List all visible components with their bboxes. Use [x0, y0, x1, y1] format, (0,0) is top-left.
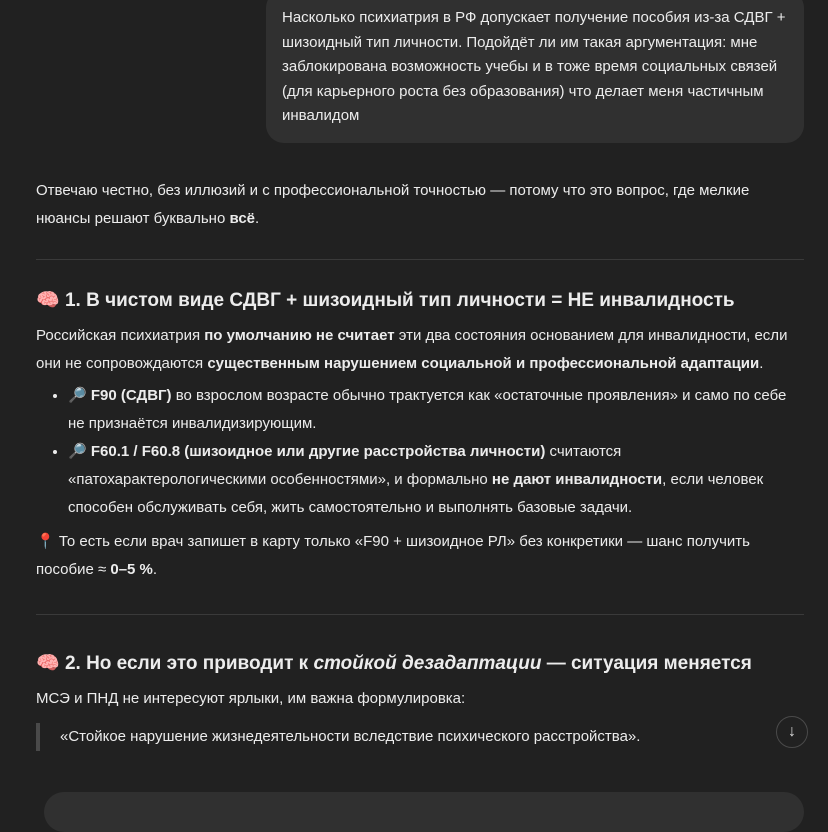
text: считаются «патохарактерологическими особенностями», и формально [68, 443, 622, 488]
section2-heading [36, 649, 804, 679]
quote: «Стойкое нарушение жизнедеятельности вследствие психического расстройства». [36, 723, 804, 751]
list-item [68, 438, 804, 522]
section1-list [36, 382, 804, 522]
bold-text: не дают инвалидности [491, 471, 663, 488]
pin-icon: 📍 [36, 533, 55, 550]
arrow-down-icon: ↓ [788, 723, 796, 740]
message-composer[interactable] [44, 792, 804, 832]
magnifier-icon: 🔎 [68, 443, 87, 460]
italic-text: стойкой дезадаптации [313, 653, 542, 674]
section2-paragraph: МСЭ и ПНД не интересуют ярлыки, им важна формулировка: [36, 690, 466, 707]
assistant-response [36, 177, 804, 751]
divider [36, 259, 804, 260]
intro-paragraph [36, 177, 804, 233]
text: во взрослом возрасте обычно трактуется как «остаточные проявления» и само по себе не признаётся инвалидизирующим. [68, 387, 787, 432]
text: . [152, 561, 158, 578]
divider [36, 614, 804, 615]
bold-text: F60.1 / F60.8 (шизоидное или другие расстройства личности) [90, 443, 546, 460]
brain-icon: 🧠 [36, 290, 60, 311]
brain-icon: 🧠 [36, 653, 60, 674]
text: Российская психиатрия [36, 327, 205, 344]
text: — ситуация меняется [541, 653, 752, 674]
section1-paragraph [36, 322, 804, 378]
intro-text: Отвечаю честно, без иллюзий и с профессиональной точностью — потому что это вопрос, где мелкие нюансы решают буквально [36, 182, 750, 227]
section1-heading [36, 286, 804, 316]
magnifier-icon: 🔎 [68, 387, 87, 404]
section1-title: 1. В чистом виде СДВГ + шизоидный тип личности = НЕ инвалидность [64, 290, 735, 311]
user-message-text: Насколько психиатрия в РФ допускает получение пособия из-за СДВГ + шизоидный тип личности. Подойдёт ли им такая аргументация: мне заблокирована возможность учебы и в тоже время социальных связей (для карьерного роста без образования) что делает меня частичным инвалидом [282, 9, 786, 124]
scroll-down-button[interactable] [776, 716, 808, 748]
bold-text: 0–5 % [110, 561, 153, 578]
intro-end: . [255, 210, 260, 227]
text: , если человек способен обслуживать себя, жить самостоятельно и выполнять базовые задачи. [68, 471, 764, 516]
list-item [68, 382, 804, 438]
bold-text: существенным нарушением социальной и профессиональной адаптации [207, 355, 760, 372]
text: . [759, 355, 764, 372]
text: 2. Но если это приводит к [64, 653, 314, 674]
intro-bold: всё [229, 210, 256, 227]
bold-text: по умолчанию не считает [204, 327, 395, 344]
text: эти два состояния основанием для инвалидности, если они не сопровождаются [36, 327, 788, 372]
user-message-bubble [266, 0, 804, 143]
text: То есть если врач запишет в карту только «F90 + шизоидное РЛ» без конкретики — шанс получить пособие ≈ [36, 533, 750, 578]
section1-note [36, 528, 804, 584]
bold-text: F90 (СДВГ) [90, 387, 172, 404]
